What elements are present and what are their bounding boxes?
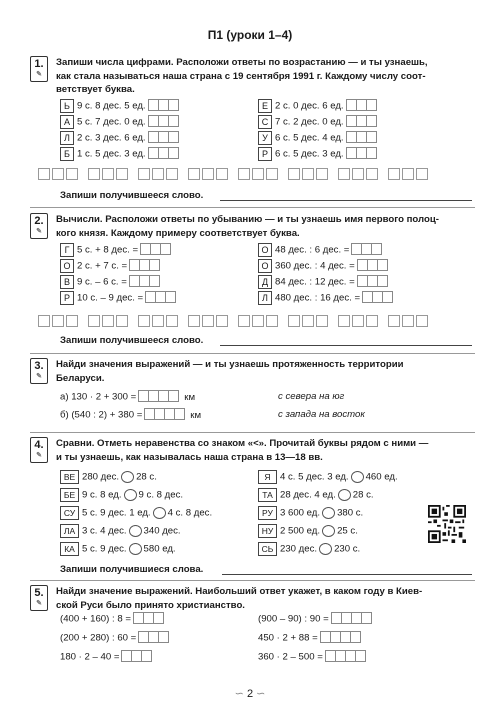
expression: 450 · 2 + 88 = (258, 632, 318, 644)
letter-box: У (258, 131, 272, 145)
number-row (258, 147, 377, 161)
direction-note: с запада на восток (278, 409, 365, 420)
letter-box: О (60, 259, 74, 273)
direction-note: с севера на юг (278, 391, 345, 402)
left-value: 280 дес. (82, 471, 120, 483)
expression: 10 с. – 9 дес. = (77, 292, 144, 304)
comparison-circle[interactable] (319, 543, 332, 555)
answer-cells[interactable] (347, 115, 377, 129)
answer-cells[interactable] (130, 275, 160, 289)
letter-box: ЛА (60, 524, 79, 538)
letter-box: КА (60, 542, 79, 556)
number-row (60, 115, 179, 129)
divider (30, 353, 475, 354)
number-description: 7 с. 2 дес. 0 ед. (275, 116, 344, 128)
task-number: 1. ✎ (30, 56, 48, 82)
comparison-row (60, 506, 212, 520)
right-value: 9 с. 8 дес. (138, 489, 184, 501)
letter-box: Д (258, 275, 272, 289)
task-4 (30, 437, 475, 467)
answer-cells[interactable] (145, 408, 185, 422)
answer-cells[interactable] (141, 243, 171, 257)
answer-line[interactable] (222, 574, 472, 575)
expression-row (258, 275, 388, 289)
expression: 48 дес. : 6 дес. = (275, 244, 350, 256)
expression: 2 с. + 7 с. = (77, 260, 128, 272)
expression: 9 с. – 6 с. = (77, 276, 127, 288)
task-instructions: Найди значения выражений — и ты узнаешь протяженность территории Беларуси. (56, 359, 404, 384)
expression-row (60, 612, 164, 626)
number-description: 2 с. 0 дес. 6 ед. (275, 100, 344, 112)
answer-cells[interactable] (347, 131, 377, 145)
comparison-row (60, 542, 176, 556)
answer-cells[interactable] (332, 612, 372, 626)
expression: 360 · 2 – 500 = (258, 651, 323, 663)
left-value: 2 500 ед. (280, 525, 321, 537)
comparison-row (60, 524, 181, 538)
number-row (258, 115, 377, 129)
number-description: 5 с. 7 дес. 0 ед. (77, 116, 146, 128)
comparison-circle[interactable] (153, 507, 166, 519)
comparison-circle[interactable] (351, 471, 364, 483)
right-value: 25 с. (337, 525, 358, 537)
right-value: 230 с. (334, 543, 361, 555)
answer-cells[interactable] (139, 631, 169, 645)
pencil-icon: ✎ (36, 600, 42, 607)
write-word-label: Запиши получившееся слово. (60, 335, 204, 346)
answer-cells[interactable] (149, 131, 179, 145)
divider (30, 580, 475, 581)
number-description: 2 с. 3 дес. 6 ед. (77, 132, 146, 144)
expression: 84 дес. : 12 дес. = (275, 276, 355, 288)
letter-box: Л (258, 291, 272, 305)
expression-row (60, 275, 160, 289)
answer-cells[interactable] (358, 275, 388, 289)
number-row (60, 99, 179, 113)
expression-row (60, 259, 160, 273)
number-description: 6 с. 5 дес. 4 ед. (275, 132, 344, 144)
answer-cells[interactable] (326, 650, 366, 664)
unit-label: км (190, 409, 202, 421)
expression-row (258, 243, 382, 257)
task-number: 3. ✎ (30, 358, 48, 384)
task-instructions: Сравни. Отметь неравенства со знаком «<». Прочитай буквы рядом с ними — и ты узнаешь, как называлась наша страна в 13—18 вв. (56, 438, 429, 463)
answer-cells[interactable] (347, 99, 377, 113)
answer-cells[interactable] (134, 612, 164, 626)
letter-box: В (60, 275, 74, 289)
letter-box: А (60, 115, 74, 129)
comparison-circle[interactable] (129, 525, 142, 537)
answer-cells[interactable] (122, 650, 152, 664)
letter-box: С (258, 115, 272, 129)
left-value: 3 600 ед. (280, 507, 321, 519)
answer-cells[interactable] (149, 99, 179, 113)
pencil-icon: ✎ (36, 452, 42, 459)
comparison-row (258, 542, 360, 556)
comparison-circle[interactable] (322, 507, 335, 519)
expression: 360 дес. : 4 дес. = (275, 260, 355, 272)
comparison-circle[interactable] (129, 543, 142, 555)
right-value: 580 ед. (143, 543, 176, 555)
expression-row (258, 291, 393, 305)
answer-cells[interactable] (347, 147, 377, 161)
task-2 (30, 213, 475, 243)
letter-box: ТА (258, 488, 277, 502)
divider (30, 207, 475, 208)
expression-row (258, 650, 366, 664)
comparison-row (258, 470, 398, 484)
right-value: 28 с. (352, 489, 374, 501)
expression: 5 с. + 8 дес. = (77, 244, 139, 256)
letter-box: О (258, 243, 272, 257)
comparison-circle[interactable] (322, 525, 335, 537)
letter-box: Г (60, 243, 74, 257)
answer-cells[interactable] (130, 259, 160, 273)
number-row (258, 99, 377, 113)
expression-row (258, 612, 372, 626)
comparison-row (60, 488, 183, 502)
answer-line[interactable] (220, 200, 472, 201)
comparison-row (258, 524, 358, 538)
answer-line[interactable] (220, 345, 472, 346)
letter-box: Б (60, 147, 74, 161)
number-row (258, 131, 377, 145)
task-instructions: Запиши числа цифрами. Расположи ответы по возрастанию — и ты узнаешь, как стала называться наша страна с 19 сентября 1991 г. Каждому числу соот- ветствует буква. (56, 57, 428, 95)
left-value: 9 с. 8 ед. (82, 489, 122, 501)
qr-code[interactable] (428, 505, 466, 543)
expression: а) 130 · 2 + 300 = (60, 391, 137, 403)
answer-cells[interactable] (321, 631, 361, 645)
left-value: 4 с. 5 дес. 3 ед. (280, 471, 349, 483)
answer-cells[interactable] (146, 291, 176, 305)
left-value: 5 с. 9 дес. (82, 543, 127, 555)
left-value: 5 с. 9 дес. 1 ед. (82, 507, 151, 519)
expression-row (60, 390, 195, 404)
expression-row (60, 291, 176, 305)
page-title: П1 (уроки 1–4) (207, 28, 293, 42)
left-value: 3 с. 4 дес. (82, 525, 127, 537)
right-value: 4 с. 8 дес. (167, 507, 213, 519)
letter-box: ВЕ (60, 470, 79, 484)
letter-box: БЕ (60, 488, 79, 502)
letter-box: СЬ (258, 542, 277, 556)
letter-box: Р (258, 147, 272, 161)
right-value: 460 ед. (365, 471, 398, 483)
pencil-icon: ✎ (36, 373, 42, 380)
ornament-right-icon: ∽ (253, 688, 266, 700)
answer-cells[interactable] (358, 259, 388, 273)
divider (30, 432, 475, 433)
expression: (900 – 90) : 90 = (258, 613, 329, 625)
expression-row (60, 650, 152, 664)
answer-cells[interactable] (363, 291, 393, 305)
ornament-left-icon: ∽ (234, 688, 247, 700)
right-value: 28 с. (136, 471, 157, 483)
letter-box: Р (60, 291, 74, 305)
right-value: 380 с. (337, 507, 364, 519)
expression-row (60, 631, 169, 645)
left-value: 28 дес. 4 ед. (280, 489, 336, 501)
comparison-row (258, 488, 374, 502)
letter-box: Ь (60, 99, 74, 113)
task-number: 2. ✎ (30, 213, 48, 239)
expression: 180 · 2 – 40 = (60, 651, 120, 663)
expression-row (60, 408, 201, 422)
comparison-circle[interactable] (121, 471, 134, 483)
number-description: 9 с. 8 дес. 5 ед. (77, 100, 146, 112)
letter-box: РУ (258, 506, 277, 520)
left-value: 230 дес. (280, 543, 318, 555)
unit-label: км (184, 391, 196, 403)
pencil-icon: ✎ (36, 228, 42, 235)
expression: (200 + 280) : 60 = (60, 632, 137, 644)
task-5 (30, 585, 475, 615)
task-instructions: Вычисли. Расположи ответы по убыванию — и ты узнаешь имя первого полоц- кого князя. Каждому примеру соответствует буква. (56, 214, 439, 239)
answer-cells[interactable] (139, 390, 179, 404)
answer-cells[interactable] (352, 243, 382, 257)
page-number: ∽ 2 ∽ (234, 688, 266, 700)
comparison-circle[interactable] (338, 489, 351, 501)
right-value: 340 дес. (143, 525, 181, 537)
expression: (400 + 160) : 8 = (60, 613, 131, 625)
expression-row (258, 259, 388, 273)
expression-row (60, 243, 171, 257)
comparison-row (60, 470, 157, 484)
number-row (60, 147, 179, 161)
letter-box: Е (258, 99, 272, 113)
letter-box: О (258, 259, 272, 273)
write-words-label: Запиши получившиеся слова. (60, 564, 204, 575)
answer-grid[interactable] (38, 168, 430, 179)
expression: б) (540 : 2) + 380 = (60, 409, 143, 421)
expression: 480 дес. : 16 дес. = (275, 292, 361, 304)
number-row (60, 131, 179, 145)
answer-cells[interactable] (149, 115, 179, 129)
number-description: 6 с. 5 дес. 3 ед. (275, 148, 344, 160)
task-number: 4. ✎ (30, 437, 48, 463)
task-number: 5. ✎ (30, 585, 48, 611)
answer-cells[interactable] (149, 147, 179, 161)
letter-box: СУ (60, 506, 79, 520)
expression-row (258, 631, 361, 645)
letter-box: Л (60, 131, 74, 145)
answer-grid[interactable] (38, 315, 430, 326)
task-3 (30, 358, 475, 388)
letter-box: НУ (258, 524, 277, 538)
comparison-circle[interactable] (124, 489, 137, 501)
pencil-icon: ✎ (36, 71, 42, 78)
comparison-row (258, 506, 363, 520)
letter-box: Я (258, 470, 277, 484)
number-description: 1 с. 5 дес. 3 ед. (77, 148, 146, 160)
write-word-label: Запиши получившееся слово. (60, 190, 204, 201)
task-instructions: Найди значение выражений. Наибольший ответ укажет, в каком году в Киев- ской Руси было принято христианство. (56, 586, 423, 611)
